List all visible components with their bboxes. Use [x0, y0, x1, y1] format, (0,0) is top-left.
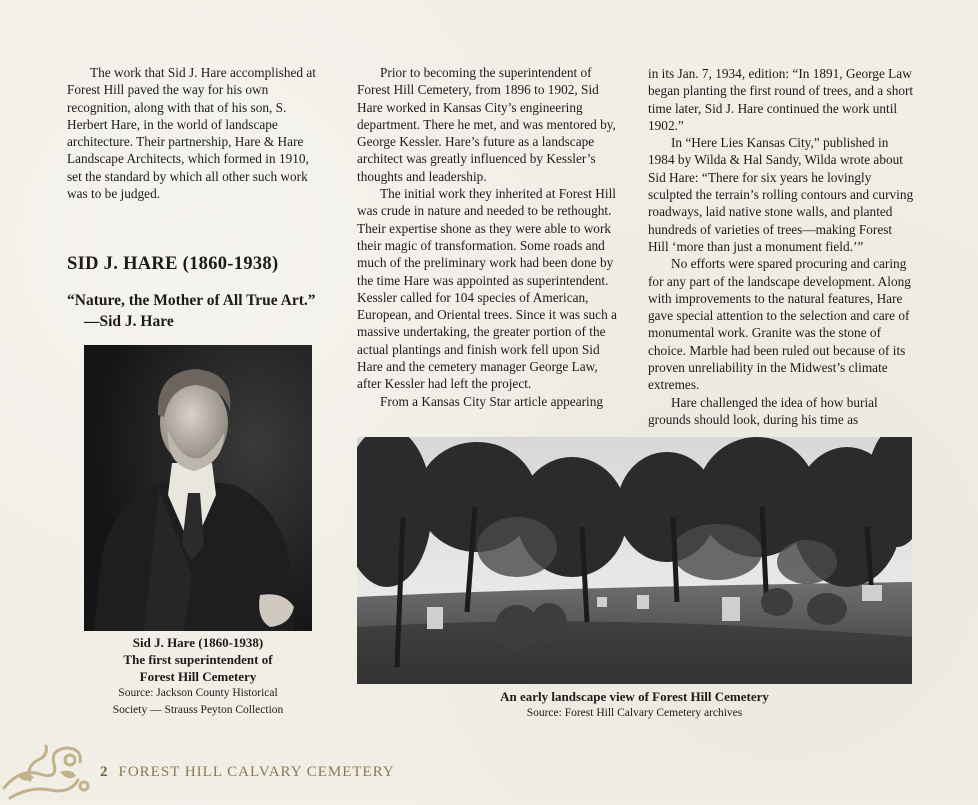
caption-source-line1: Source: Jackson County Historical	[118, 687, 278, 699]
paragraph-here-lies: In “Here Lies Kansas City,” published in 1984 by Wilda & Hal Sandy, Wilda wrote about Sid Hare: “There for six years he lovingly sculpted the terrain’s rolling contours and curving roadways, laid native stone walls, and planted hundreds of varieties of trees—making Forest Hill ‘more than just a monument field.’”	[648, 135, 914, 254]
pull-quote	[67, 290, 316, 332]
caption-title-line3: Forest Hill Cemetery	[139, 669, 257, 684]
caption-source-line2: Society — Strauss Peyton Collection	[112, 704, 284, 716]
intro-paragraph: The work that Sid J. Hare accomplished at Forest Hill paved the way for his own recognition, along with that of his son, S. Herbert Hare, in the world of landscape architecture. Their partnership, Hare & Hare Landscape Architects, which formed in 1910, set the standard by which all other such work was to be judged.	[67, 65, 316, 202]
paragraph-hare-challenged: Hare challenged the idea of how burial grounds should look, during his time as	[648, 394, 878, 427]
column-left	[67, 64, 325, 202]
flourish-ornament-icon	[0, 728, 96, 800]
sid-hare-portrait-photo	[84, 345, 312, 631]
cemetery-landscape-photo	[357, 437, 912, 684]
paragraph-initial-work: The initial work they inherited at Forest Hill was crude in nature and needed to be rethought. Their expertise shone as they were able to work their magic of transformation. Some roads and much of the preliminary work had been done by the time Hare was appointed as superintendent. Kessler called for 104 species of American, European, and Oriental trees. Since it was such a massive undertaking, the greater portion of the actual plantings and finish work fell upon Sid Hare and the cemetery manager George Law, after Kessler had left the project.	[357, 186, 617, 392]
publication-title: FOREST HILL CALVARY CEMETERY	[118, 764, 395, 780]
page-number: 2	[100, 764, 109, 780]
column-right	[648, 65, 914, 428]
landscape-caption-source: Source: Forest Hill Calvary Cemetery archives	[526, 707, 743, 719]
landscape-caption-title: An early landscape view of Forest Hill Cemetery	[500, 689, 769, 704]
caption-title-line1: Sid J. Hare (1860-1938)	[132, 635, 264, 650]
paragraph-kc-star: From a Kansas City Star article appearing	[380, 393, 604, 409]
landscape-caption	[357, 688, 912, 722]
column-middle	[357, 64, 622, 410]
caption-title-line2: The first superintendent of	[123, 652, 273, 667]
section-heading: SID J. HARE (1860-1938)	[67, 254, 279, 274]
paragraph-kessler: Prior to becoming the superintendent of Forest Hill Cemetery, from 1896 to 1902, Sid Hare worked in Kansas City’s engineering department. There he met, and was mentored by, George Kessler. Hare’s future as a landscape architect was greatly influenced by Kessler’s thoughts and leadership.	[357, 65, 616, 184]
quote-attribution: —Sid J. Hare	[84, 313, 174, 330]
quote-text: “Nature, the Mother of All True Art.”	[67, 292, 316, 309]
paragraph-continuation: in its Jan. 7, 1934, edition: “In 1891, George Law began planting the first round of trees, and a short time later, Sid J. Hare continued the work until 1902.”	[648, 66, 914, 133]
paragraph-no-efforts: No efforts were spared procuring and caring for any part of the landscape development. Along with improvements to the natural features, Hare gave special attention to the selection and care of monumental work. Granite was the stone of choice. Marble had been ruled out because of its proven unreliability in the Midwest’s climate extremes.	[648, 256, 911, 393]
page-footer	[100, 764, 395, 786]
portrait-caption	[84, 634, 312, 719]
